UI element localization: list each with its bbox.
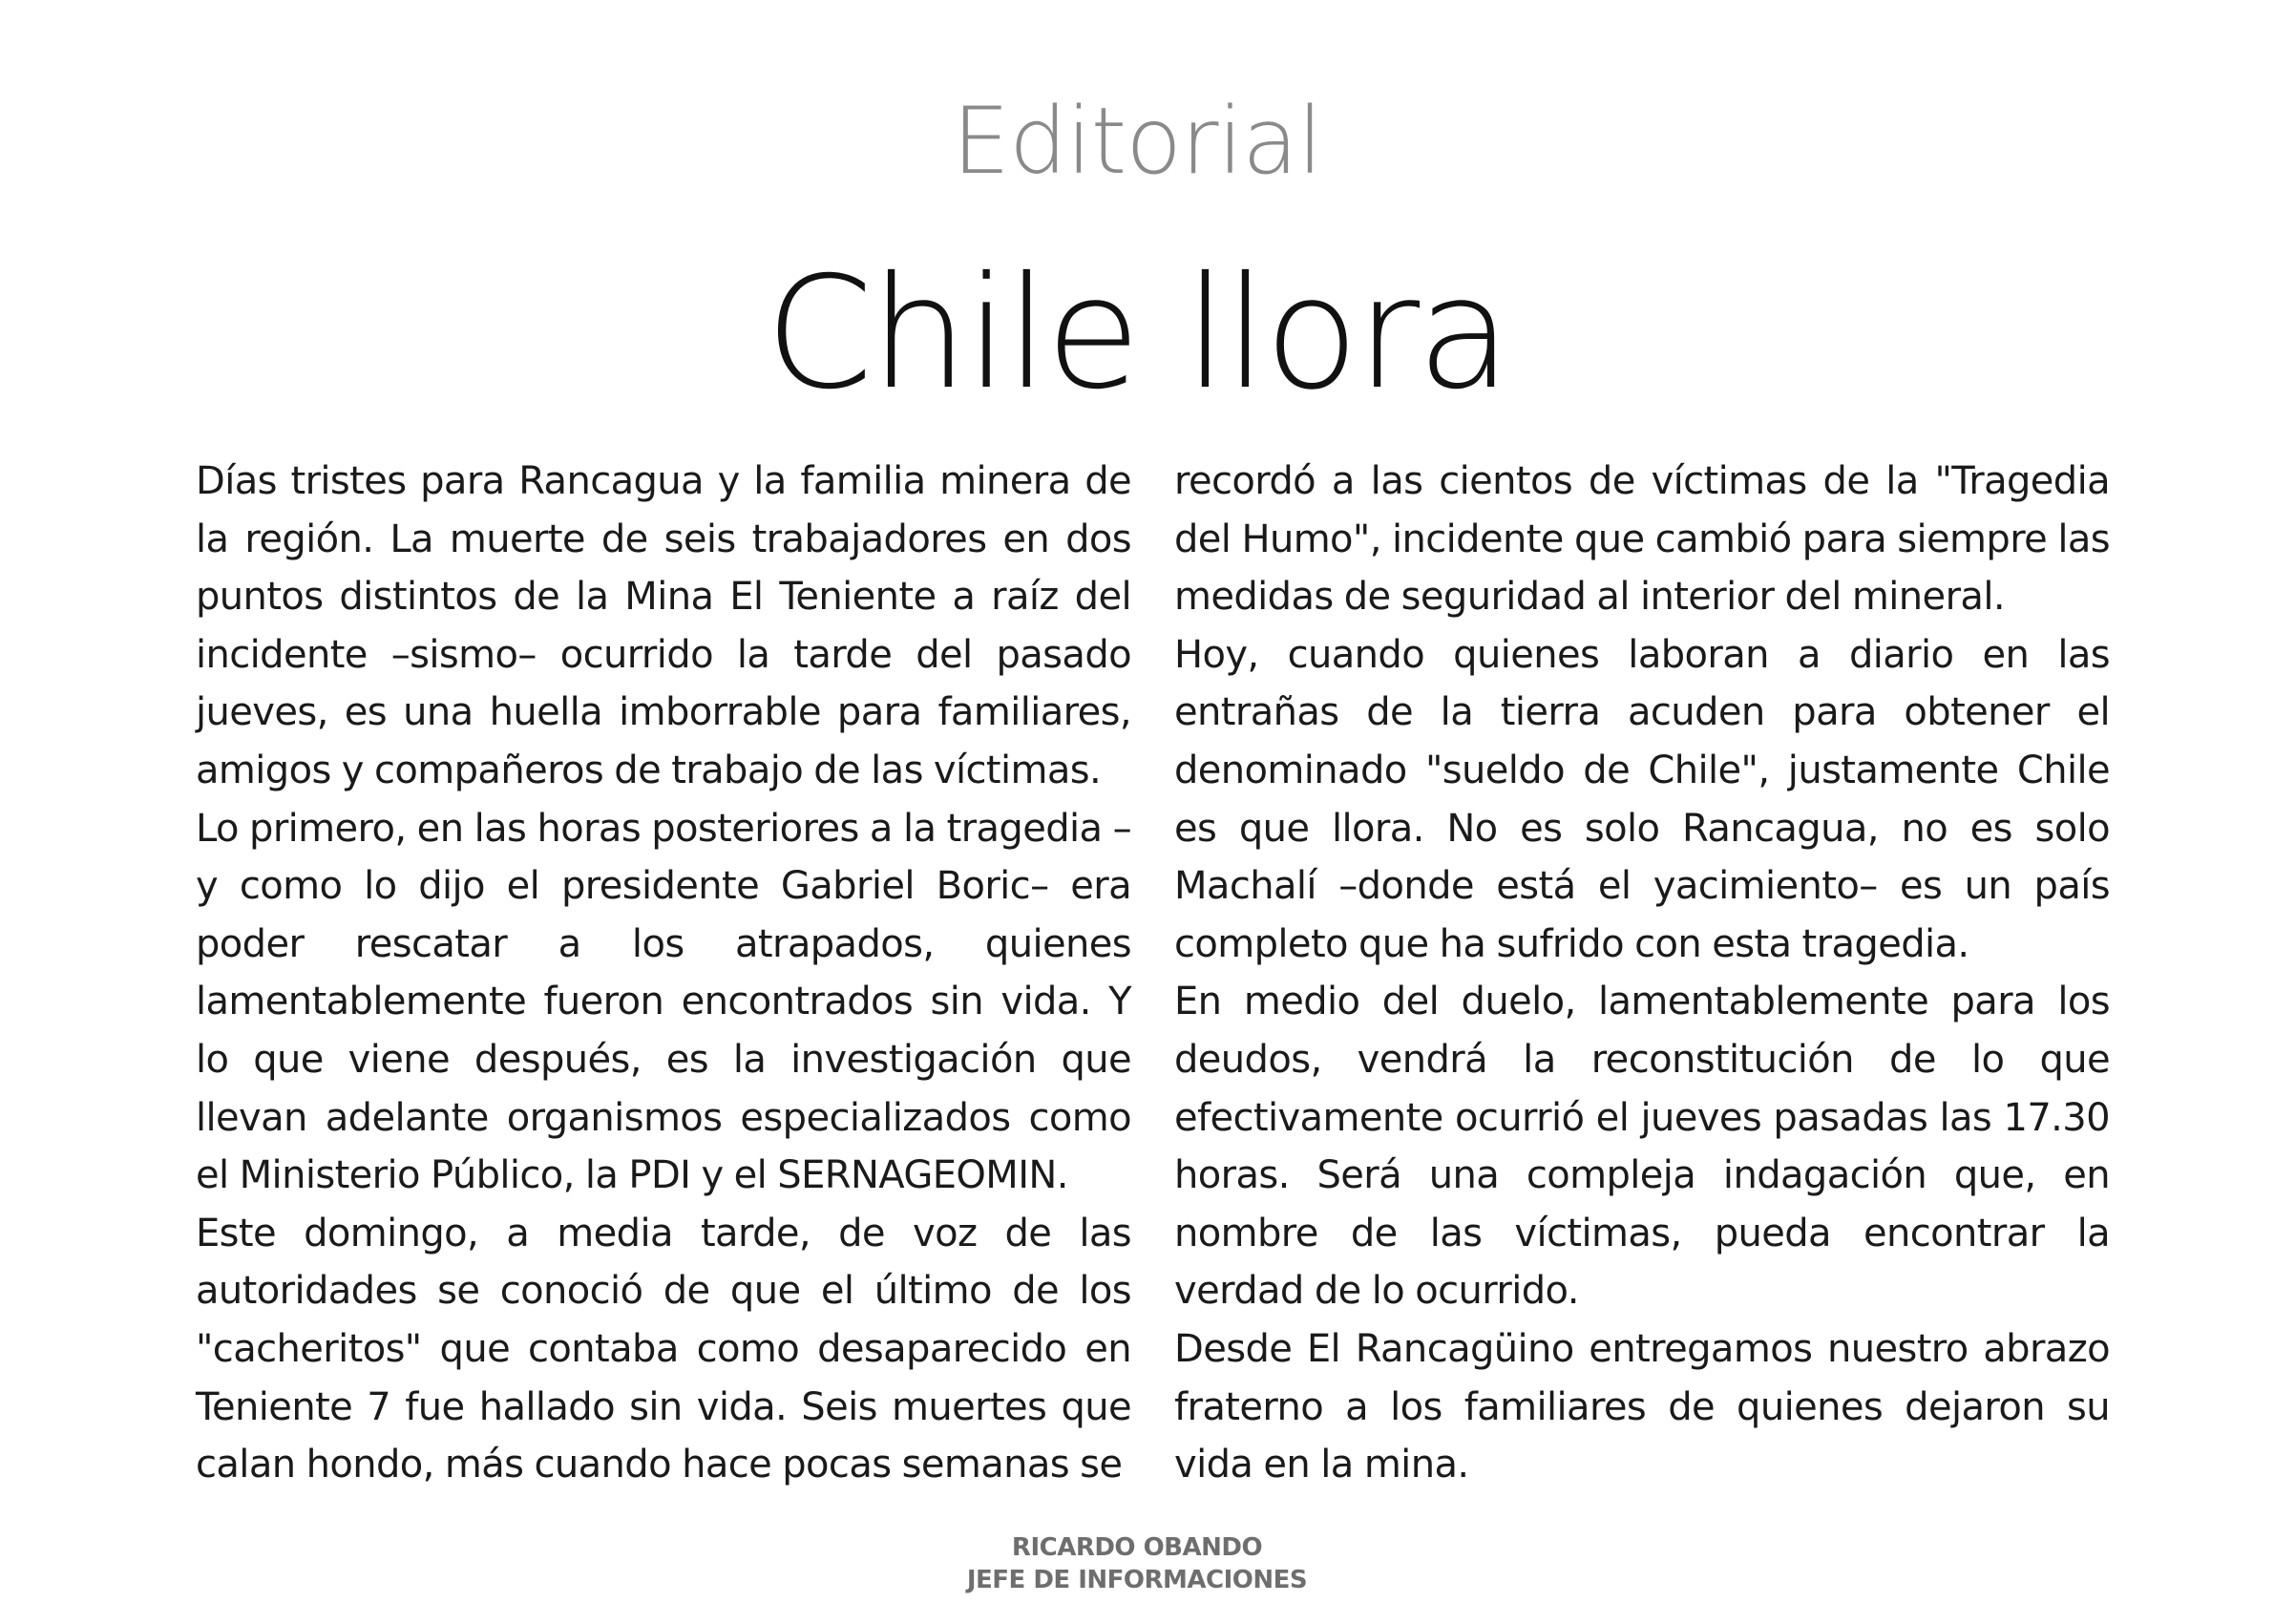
section-label: Editorial [952,88,1322,195]
right-column [1174,453,2110,1494]
byline-name: RICARDO OBANDO [1011,1533,1263,1562]
paragraph: Este domingo, a media tarde, de voz de las autoridades se conoció de que el último de los "cacheritos" que contaba como desaparecido en Teniente 7 fue hallado sin vida. Seis muertes que calan hondo, más cuando hace pocas semanas se [196,1211,1131,1487]
paragraph: recordó a las cientos de víctimas de la "Tragedia del Humo", incidente que cambió para siempre las medidas de seguridad al interior del mineral. [1174,459,2110,620]
article-body [196,453,2110,1503]
paragraph: Hoy, cuando quienes laboran a diario en las entrañas de la tierra acuden para obtener el denominado "sueldo de Chile", justamente Chile es que llora. No es solo Rancagua, no es solo Machalí –donde está el yacimiento– es un país completo que ha sufrido con esta tragedia. [1174,632,2110,966]
paragraph: Días tristes para Rancagua y la familia minera de la región. La muerte de seis trabajadores en dos puntos distintos de la Mina El Teniente a raíz del incidente –sismo– ocurrido la tarde del pasado jueves, es una huella imborrable para familiares, amigos y compañeros de trabajo de las víctimas. [196,459,1131,792]
paragraph: En medio del duelo, lamentablemente para los deudos, vendrá la reconstitución de lo que efectivamente ocurrió el jueves pasadas las 17.30 horas. Será una compleja indagación que, en nombre de las víctimas, pueda encontrar la verdad de lo ocurrido. [1174,980,2110,1314]
paragraph: Desde El Rancagüino entregamos nuestro abrazo fraterno a los familiares de quienes dejaron su vida en la mina. [1174,1326,2110,1487]
headline: Chile llora [765,244,1509,424]
paragraph: Lo primero, en las horas posteriores a la tragedia –y como lo dijo el presidente Gabriel Boric– era poder rescatar a los atrapados, quienes lamentablemente fueron encontrados sin vida. Y lo que viene después, es la investigación que llevan adelante organismos especializados como el Ministerio Público, la PDI y el SERNAGEOMIN. [196,806,1131,1198]
byline [0,1531,2274,1596]
byline-title: JEFE DE INFORMACIONES [966,1566,1308,1594]
left-column [196,453,1131,1494]
